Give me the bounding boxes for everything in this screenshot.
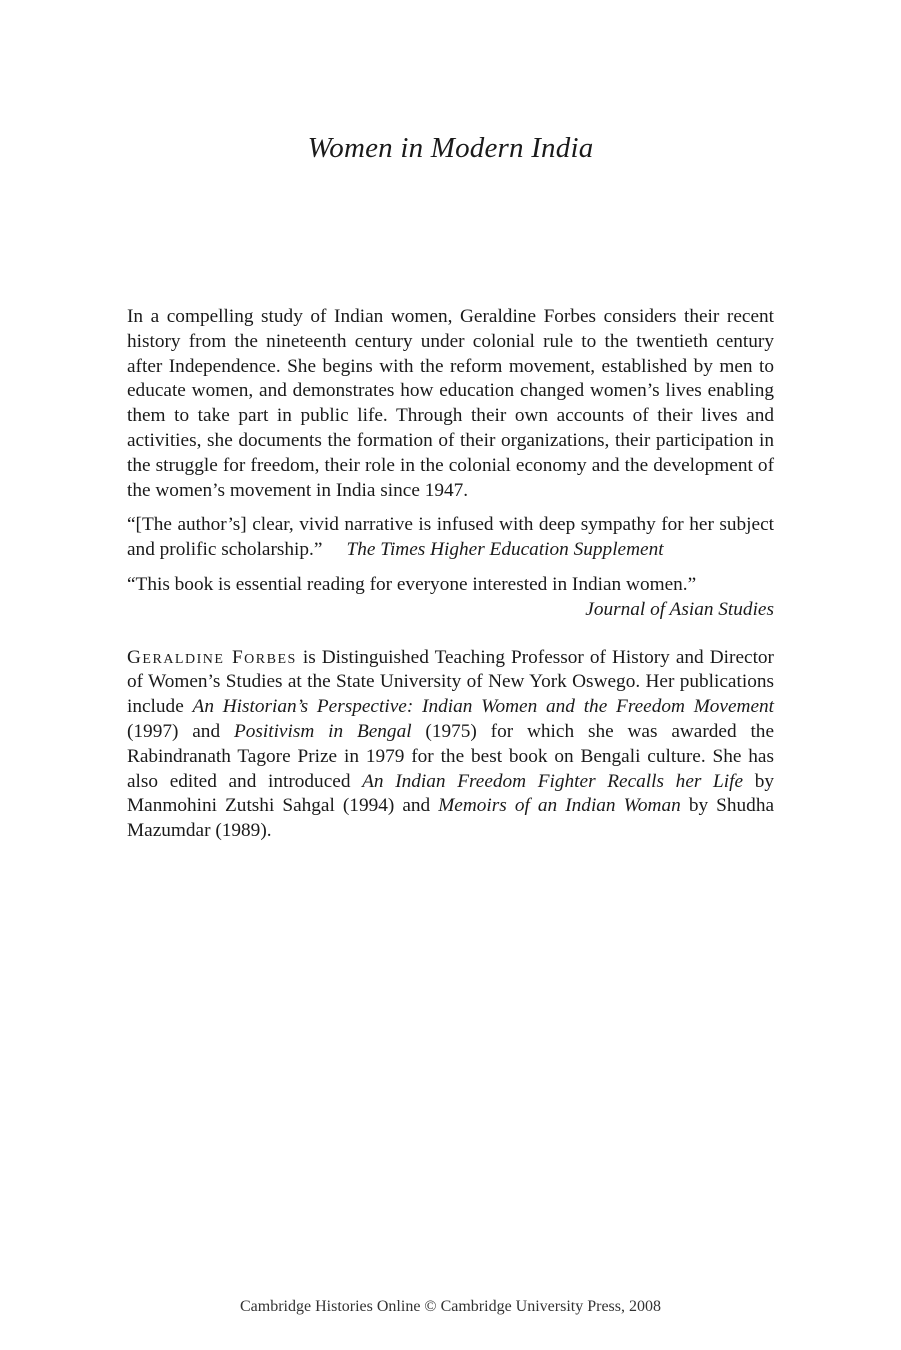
review-quote-1 [127,513,774,563]
review-quote-1-source: The Times Higher Education Supplement [346,539,664,561]
copyright-footer: Cambridge Histories Online © Cambridge University Press, 2008 [240,1298,661,1315]
review-quote-2 [127,573,774,623]
book-reference: Positivism in Bengal [233,720,412,742]
author-bio [127,646,774,844]
author-name: Geraldine Forbes [127,646,297,668]
book-title: Women in Modern India [307,132,594,164]
book-reference: Memoirs of an Indian Woman [438,795,681,817]
book-reference: An Historian’s Perspective: Indian Women and the Freedom Movement [192,696,775,718]
bio-text: (1997) and [127,720,234,742]
page-content [127,305,774,844]
book-reference: An Indian Freedom Fighter Recalls her Life [362,770,744,792]
review-quote-1-text: “[The author’s] clear, vivid narrative is infused with deep sympathy for her subject and prolific scholarship.” [127,514,774,561]
bio-text: is Distinguished Teaching Professor of History and Director of Women’s Studies at the State University of New York Oswego. Her publications include [127,646,774,718]
bio-text: by Manmohini Zutshi Sahgal (1994) and [127,770,774,817]
review-quote-2-text: “This book is essential reading for everyone interested in Indian women.” [127,573,697,595]
book-blurb: In a compelling study of Indian women, Geraldine Forbes considers their recent history from the nineteenth century under colonial rule to the twentieth century after Independence. She begins with the reform movement, established by men to educate women, and demonstrates how education changed women’s lives enabling them to take part in public life. Through their own accounts of their lives and activities, she documents the formation of their organizations, their participation in the struggle for freedom, their role in the colonial economy and the development of the women’s movement in India since 1947. [127,306,774,501]
bio-text: (1975) for which she was awarded the Rabindranath Tagore Prize in 1979 for the best book on Bengali culture. She has also edited and introduced [127,720,775,792]
review-quote-2-source: Journal of Asian Studies [585,598,774,620]
bio-text: by Shudha Mazumdar (1989). [127,795,775,842]
